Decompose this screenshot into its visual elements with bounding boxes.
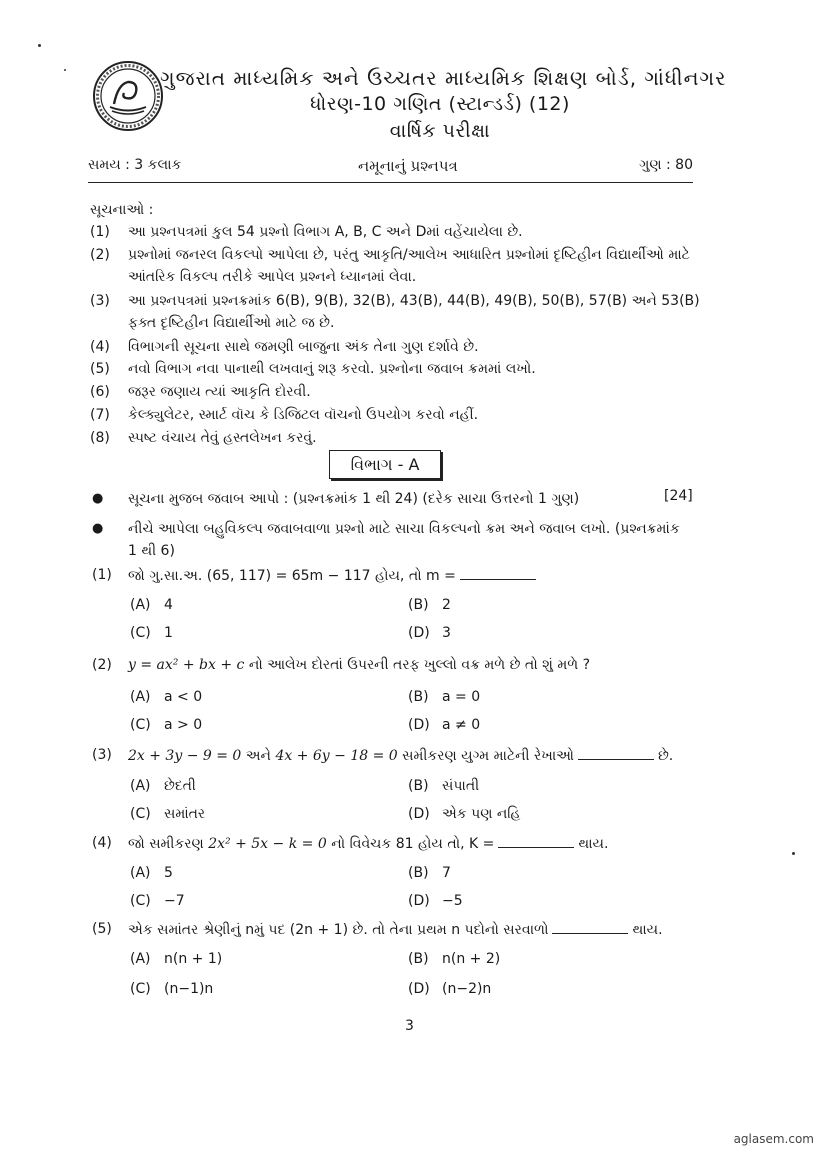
answer-blank (552, 921, 628, 934)
instruction-number: (1) (90, 224, 110, 240)
page-number: 3 (405, 1018, 414, 1034)
option (130, 806, 205, 822)
option-label: (A) (130, 951, 151, 967)
paper-type: નમૂનાનું પ્રશ્નપત્ર (358, 157, 458, 175)
option (130, 865, 173, 881)
question-stem: સમીકરણ યુગ્મ માટેની રેખાઓ (402, 748, 574, 764)
question-number: (3) (92, 747, 112, 763)
subject-title: ધોરણ-10 ગણિત (સ્ટાન્ડર્ડ) (12) (310, 93, 570, 115)
answer-blank (498, 835, 574, 848)
question-number: (2) (92, 657, 112, 673)
option-text: (n−1)n (164, 981, 214, 997)
seal-emblem-icon (92, 60, 164, 132)
option (408, 717, 480, 733)
total-marks: ગુણ : 80 (639, 157, 693, 173)
option (408, 806, 520, 822)
instruction-number: (7) (90, 407, 110, 423)
scan-speck (38, 44, 41, 47)
option (130, 689, 202, 705)
instruction-text: નવો વિભાગ નવા પાનાથી લખવાનું શરૂ કરવો. પ્રશ્નોના જવાબ ક્રમમાં લખો. (128, 361, 536, 377)
option-text: a > 0 (164, 717, 203, 733)
option (408, 981, 491, 997)
option-label: (D) (408, 625, 430, 641)
question-number: (4) (92, 835, 112, 851)
option-text: −5 (442, 893, 463, 909)
option-label: (B) (408, 689, 429, 705)
instructions-heading: સૂચનાઓ : (90, 202, 154, 218)
option-label: (B) (408, 951, 429, 967)
source-watermark: aglasem.com (733, 1132, 814, 1146)
instruction-text: વિભાગની સૂચના સાથે જમણી બાજુના અંક તેના ગુણ દર્શાવે છે. (128, 339, 479, 355)
option-text: 7 (442, 865, 451, 881)
question-expression: 4x + 6y − 18 = 0 (275, 748, 398, 764)
header-divider (88, 182, 693, 183)
option-text: 3 (442, 625, 451, 641)
question-number: (1) (92, 567, 112, 583)
option (408, 865, 451, 881)
instruction-text: આ પ્રશ્નપત્રમાં પ્રશ્નક્રમાંક 6(B), 9(B), 32(B), 43(B), 44(B), 49(B), 50(B), 57(B) અને 53(B) ફક્ત દૃષ્ટિહીન વિદ્યાર્થીઓ માટે જ છે. (128, 293, 700, 331)
option-text: એક પણ નહિ (442, 806, 521, 822)
question-stem: એક સમાંતર શ્રેણીનું nમું પદ (2n + 1) છે. તો તેના પ્રથમ n પદોનો સરવાળો (128, 922, 549, 938)
instruction-text: પ્રશ્નોમાં જનરલ વિકલ્પો આપેલા છે, પરંતુ આકૃતિ/આલેખ આધારિત પ્રશ્નોમાં દૃષ્ટિહીન વિદ્યાર્થીઓ માટે આંતરિક વિકલ્પ તરીકે આપેલ પ્રશ્નને ધ્યાનમાં લેવા. (128, 247, 690, 285)
instruction-text: કેલ્ક્યુલેટર, સ્માર્ટ વૉચ કે ડિજિટલ વૉચનો ઉપયોગ કરવો નહીં. (128, 407, 479, 423)
option (408, 893, 463, 909)
question-suffix: થાય. (578, 836, 609, 852)
question-text (128, 747, 673, 764)
question-text (128, 921, 663, 938)
option (408, 689, 480, 705)
option (130, 778, 196, 794)
option (130, 625, 173, 641)
option (130, 893, 185, 909)
section-instruction-text: નીચે આપેલા બહુવિકલ્પ જવાબવાળા પ્રશ્નો માટે સાચા વિકલ્પનો ક્રમ અને જવાબ લખો. (પ્રશ્નક્રમાંક 1 થી 6) (128, 521, 680, 559)
option (408, 625, 451, 641)
instruction-number: (4) (90, 339, 110, 355)
board-seal-logo (92, 60, 164, 132)
question-suffix: છે. (657, 748, 674, 764)
option-text: 1 (164, 625, 173, 641)
scan-speck (792, 852, 795, 855)
question-suffix: થાય. (632, 922, 663, 938)
instruction-text: સ્પષ્ટ વંચાય તેવું હસ્તલેખન કરવું. (128, 430, 317, 446)
question-prefix: જો સમીકરણ (128, 836, 204, 852)
question-stem: નો વિવેચક 81 હોય તો, K = (331, 836, 495, 852)
question-conjunction: અને (245, 748, 271, 764)
option-label: (C) (130, 893, 151, 909)
option-text: (n−2)n (442, 981, 492, 997)
option (408, 597, 451, 613)
option-label: (D) (408, 806, 430, 822)
scan-speck (64, 69, 66, 71)
instruction-text: આ પ્રશ્નપત્રમાં કુલ 54 પ્રશ્નો વિભાગ A, B, C અને Dમાં વહેંચાયેલા છે. (128, 224, 523, 240)
option-text: 2 (442, 597, 451, 613)
instruction-number: (8) (90, 430, 110, 446)
answer-blank (460, 567, 536, 580)
question-text (128, 835, 608, 852)
option (408, 951, 500, 967)
answer-blank (578, 747, 654, 760)
option-text: a = 0 (442, 689, 481, 705)
section-instruction-text: સૂચના મુજબ જવાબ આપો : (પ્રશ્નક્રમાંક 1 થી 24) (દરેક સાચા ઉત્તરનો 1 ગુણ) (128, 491, 580, 507)
question-stem: જો ગુ.સા.અ. (65, 117) = 65m − 117 હોય, તો m = (128, 568, 456, 584)
option-label: (A) (130, 865, 151, 881)
option-text: 5 (164, 865, 173, 881)
option-label: (A) (130, 597, 151, 613)
option-label: (D) (408, 717, 430, 733)
instruction-number: (5) (90, 361, 110, 377)
option-label: (C) (130, 981, 151, 997)
instruction-text: જરૂર જણાય ત્યાં આકૃતિ દોરવી. (128, 384, 311, 400)
option-text: સંપાતી (442, 778, 480, 794)
instruction-number: (6) (90, 384, 110, 400)
exam-time: સમય : 3 કલાક (88, 157, 182, 173)
option (130, 717, 202, 733)
bullet-icon: ● (92, 521, 104, 536)
option-text: a ≠ 0 (442, 717, 481, 733)
option-label: (A) (130, 778, 151, 794)
question-stem: નો આલેખ દોરતાં ઉપરની તરફ ખુલ્લો વક્ર મળે છે તો શું મળે ? (248, 657, 591, 673)
instruction-number: (2) (90, 247, 110, 263)
option-label: (D) (408, 981, 430, 997)
board-name: ગુજરાત માધ્યમિક અને ઉચ્ચતર માધ્યમિક શિક્ષણ બોર્ડ, ગાંધીનગર (160, 66, 727, 90)
option-label: (D) (408, 893, 430, 909)
option (408, 778, 479, 794)
section-marks: [24] (664, 488, 693, 504)
option-label: (B) (408, 778, 429, 794)
option-text: n(n + 2) (442, 951, 501, 967)
question-number: (5) (92, 921, 112, 937)
option-text: સમાંતર (164, 806, 206, 822)
section-title: વિભાગ - A (329, 450, 441, 479)
option-text: છેદતી (164, 778, 196, 794)
bullet-icon: ● (92, 491, 104, 506)
option-text: n(n + 1) (164, 951, 223, 967)
option (130, 981, 213, 997)
question-expression: 2x² + 5x − k = 0 (208, 836, 327, 852)
option-text: −7 (164, 893, 185, 909)
option-label: (C) (130, 625, 151, 641)
option-text: 4 (164, 597, 173, 613)
option-label: (C) (130, 717, 151, 733)
option-text: a < 0 (164, 689, 203, 705)
option-label: (C) (130, 806, 151, 822)
question-expression: 2x + 3y − 9 = 0 (128, 748, 242, 764)
instruction-number: (3) (90, 293, 110, 309)
option-label: (B) (408, 865, 429, 881)
option-label: (B) (408, 597, 429, 613)
question-expression: y = ax² + bx + c (128, 657, 245, 673)
question-text (128, 657, 590, 673)
option (130, 951, 222, 967)
option (130, 597, 173, 613)
option-label: (A) (130, 689, 151, 705)
exam-title: વાર્ષિક પરીક્ષા (389, 120, 491, 142)
question-text (128, 567, 540, 584)
